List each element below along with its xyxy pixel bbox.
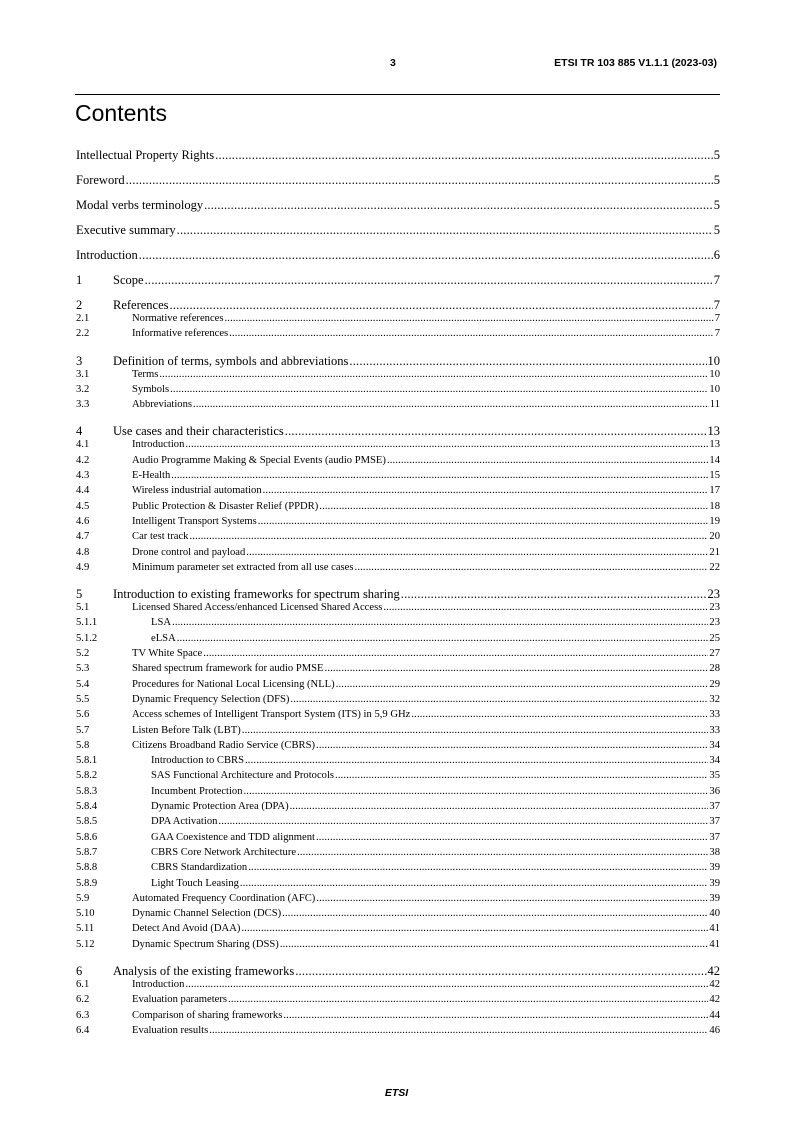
toc-entry[interactable] — [76, 832, 720, 847]
toc-entry-number: 4.4 — [76, 485, 90, 497]
header-rule — [75, 94, 720, 95]
toc-entry-page: 39 — [709, 862, 720, 874]
toc-entry-page: 7 — [714, 328, 720, 340]
toc-entry-page: 42 — [707, 963, 720, 978]
toc-entry[interactable] — [76, 786, 720, 801]
toc-dot-leader — [336, 679, 709, 690]
toc-dot-leader — [355, 562, 709, 573]
table-of-contents — [76, 148, 720, 1040]
toc-entry-page: 17 — [709, 485, 720, 497]
toc-entry-number: 4.6 — [76, 515, 90, 527]
toc-entry-page: 38 — [709, 846, 720, 858]
toc-entry-number: 5.11 — [76, 923, 95, 935]
page-number: 3 — [390, 57, 396, 69]
toc-entry[interactable] — [76, 770, 720, 785]
toc-dot-leader — [411, 709, 708, 720]
toc-entry-number: 3.1 — [76, 368, 90, 380]
toc-entry-number: 5.5 — [76, 693, 90, 705]
toc-dot-leader — [283, 1010, 708, 1021]
toc-entry[interactable] — [76, 173, 720, 188]
toc-dot-leader — [126, 173, 713, 188]
toc-entry[interactable] — [76, 617, 720, 632]
toc-dot-leader — [189, 531, 708, 542]
toc-entry-number: 5.2 — [76, 648, 90, 660]
toc-entry-page: 10 — [709, 368, 720, 380]
toc-dot-leader — [383, 602, 708, 613]
toc-entry-label: Minimum parameter set extracted from all use cases — [132, 561, 354, 573]
toc-entry-label: Shared spectrum framework for audio PMSE — [132, 663, 324, 675]
toc-entry[interactable] — [76, 816, 720, 831]
toc-entry-page: 42 — [709, 994, 720, 1006]
toc-dot-leader — [290, 694, 708, 705]
toc-dot-leader — [224, 313, 713, 324]
toc-entry-number: 5.8.7 — [76, 846, 98, 858]
toc-entry[interactable] — [76, 979, 720, 994]
toc-dot-leader — [228, 994, 708, 1005]
toc-entry-label: Incumbent Protection — [151, 785, 243, 797]
toc-entry-label: Drone control and payload — [132, 546, 246, 558]
toc-entry-label: CBRS Core Network Architecture — [151, 846, 297, 858]
toc-entry-number: 5.8.5 — [76, 816, 98, 828]
toc-entry-number: 6.1 — [76, 978, 90, 990]
toc-entry[interactable] — [76, 878, 720, 893]
toc-entry[interactable] — [76, 148, 720, 163]
toc-entry-page: 33 — [709, 709, 720, 721]
toc-dot-leader — [349, 354, 706, 369]
toc-entry-number: 3.3 — [76, 399, 90, 411]
toc-entry-label: Abbreviations — [132, 399, 193, 411]
toc-entry[interactable] — [76, 801, 720, 816]
toc-dot-leader — [159, 369, 708, 380]
toc-entry[interactable] — [76, 908, 720, 923]
toc-entry-number: 5.3 — [76, 663, 90, 675]
toc-entry-page: 5 — [713, 198, 720, 212]
toc-dot-leader — [316, 893, 708, 904]
toc-entry-label: Evaluation results — [132, 1024, 209, 1036]
toc-entry-number: 6.4 — [76, 1024, 90, 1036]
toc-entry-page: 37 — [709, 801, 720, 813]
toc-entry-number: 5.8.2 — [76, 770, 98, 782]
toc-entry-label: Foreword — [76, 173, 125, 187]
toc-entry[interactable] — [76, 516, 720, 531]
toc-entry-page: 7 — [713, 273, 720, 287]
toc-entry-page: 41 — [709, 938, 720, 950]
toc-entry[interactable] — [76, 328, 720, 343]
toc-dot-leader — [335, 770, 708, 781]
toc-entry-number: 5.4 — [76, 678, 90, 690]
toc-entry-page: 27 — [709, 648, 720, 660]
toc-dot-leader — [316, 740, 708, 751]
toc-dot-leader — [241, 923, 708, 934]
toc-dot-leader — [209, 1025, 708, 1036]
toc-entry-page: 37 — [709, 816, 720, 828]
toc-entry-page: 11 — [709, 399, 720, 411]
toc-dot-leader — [280, 939, 709, 950]
toc-entry-label: Introduction to CBRS — [151, 755, 244, 767]
toc-entry-label: CBRS Standardization — [151, 862, 248, 874]
toc-entry-label: Detect And Avoid (DAA) — [132, 923, 241, 935]
toc-entry[interactable] — [76, 587, 720, 602]
toc-dot-leader — [248, 862, 708, 873]
toc-entry-page: 40 — [709, 908, 720, 920]
toc-entry-page: 32 — [709, 693, 720, 705]
toc-dot-leader — [177, 223, 713, 238]
toc-entry-number: 4.8 — [76, 546, 90, 558]
page-title: Contents — [75, 100, 168, 126]
toc-entry[interactable] — [76, 384, 720, 399]
toc-entry-page: 18 — [709, 500, 720, 512]
toc-entry-page: 7 — [713, 298, 720, 312]
toc-dot-leader — [240, 878, 708, 889]
toc-entry[interactable] — [76, 248, 720, 263]
toc-entry-label: Intellectual Property Rights — [76, 148, 215, 162]
toc-entry[interactable] — [76, 923, 720, 938]
toc-entry[interactable] — [76, 755, 720, 770]
toc-entry[interactable] — [76, 862, 720, 877]
toc-dot-leader — [185, 979, 708, 990]
toc-entry-number: 6 — [76, 963, 83, 978]
toc-entry[interactable] — [76, 893, 720, 908]
toc-entry-label: Evaluation parameters — [132, 994, 228, 1006]
toc-dot-leader — [139, 248, 713, 263]
toc-entry[interactable] — [76, 1025, 720, 1040]
toc-entry-label: Intelligent Transport Systems — [132, 515, 257, 527]
toc-dot-leader — [170, 298, 713, 313]
toc-entry-page: 35 — [709, 770, 720, 782]
toc-dot-leader — [319, 501, 708, 512]
toc-dot-leader — [244, 786, 709, 797]
toc-entry-page: 6 — [713, 248, 720, 262]
toc-entry-label: Analysis of the existing frameworks — [113, 963, 295, 978]
toc-entry-page: 41 — [709, 923, 720, 935]
toc-entry-label: eLSA — [151, 632, 176, 644]
toc-entry-label: Definition of terms, symbols and abbreviations — [113, 353, 349, 368]
toc-entry-number: 4 — [76, 424, 83, 439]
toc-entry[interactable] — [76, 273, 720, 288]
toc-entry-label: Procedures for National Local Licensing (NLL) — [132, 678, 335, 690]
toc-entry[interactable] — [76, 1010, 720, 1025]
toc-entry-number: 5.8.6 — [76, 831, 98, 843]
toc-entry-label: LSA — [151, 617, 172, 629]
toc-entry[interactable] — [76, 694, 720, 709]
toc-entry[interactable] — [76, 964, 720, 979]
toc-dot-leader — [295, 964, 706, 979]
toc-entry-number: 5.7 — [76, 724, 90, 736]
toc-entry-label: E-Health — [132, 470, 171, 482]
toc-dot-leader — [203, 648, 708, 659]
toc-entry-label: Dynamic Spectrum Sharing (DSS) — [132, 938, 279, 950]
toc-entry[interactable] — [76, 399, 720, 414]
toc-entry-label: Symbols — [132, 383, 170, 395]
toc-entry[interactable] — [76, 501, 720, 516]
toc-dot-leader — [285, 424, 707, 439]
toc-entry-page: 29 — [709, 678, 720, 690]
toc-dot-leader — [171, 470, 708, 481]
toc-entry-label: Executive summary — [76, 223, 176, 237]
toc-entry-number: 1 — [76, 273, 83, 287]
toc-entry-number: 4.7 — [76, 531, 90, 543]
toc-entry-label: Wireless industrial automation — [132, 485, 262, 497]
toc-entry-page: 5 — [713, 223, 720, 237]
toc-entry-label: Automated Frequency Coordination (AFC) — [132, 892, 316, 904]
toc-entry[interactable] — [76, 709, 720, 724]
toc-entry-label: Access schemes of Intelligent Transport System (ITS) in 5,9 GHz — [132, 709, 411, 721]
toc-entry-number: 5.8.8 — [76, 862, 98, 874]
toc-entry[interactable] — [76, 313, 720, 328]
toc-dot-leader — [204, 198, 713, 213]
toc-entry[interactable] — [76, 470, 720, 485]
toc-entry-number: 6.3 — [76, 1009, 90, 1021]
toc-entry-number: 4.1 — [76, 439, 90, 451]
toc-entry[interactable] — [76, 455, 720, 470]
toc-entry-label: Dynamic Frequency Selection (DFS) — [132, 693, 290, 705]
toc-entry-number: 5.8.3 — [76, 785, 98, 797]
toc-entry-number: 2 — [76, 298, 83, 312]
toc-entry-page: 44 — [709, 1009, 720, 1021]
toc-entry-page: 22 — [709, 561, 720, 573]
toc-dot-leader — [290, 801, 709, 812]
toc-entry[interactable] — [76, 648, 720, 663]
toc-entry-label: Introduction — [76, 248, 138, 262]
toc-entry[interactable] — [76, 602, 720, 617]
toc-entry-label: Informative references — [132, 328, 229, 340]
toc-entry-label: Light Touch Leasing — [151, 877, 239, 889]
toc-entry-label: DPA Activation — [151, 816, 218, 828]
toc-entry-page: 21 — [709, 546, 720, 558]
toc-entry-page: 13 — [707, 424, 720, 439]
toc-entry-label: Public Protection & Disaster Relief (PPDR) — [132, 500, 319, 512]
toc-dot-leader — [185, 439, 708, 450]
toc-entry-label: Introduction to existing frameworks for spectrum sharing — [113, 587, 400, 602]
toc-entry[interactable] — [76, 740, 720, 755]
toc-dot-leader — [258, 516, 709, 527]
toc-entry-number: 2.2 — [76, 328, 90, 340]
toc-entry[interactable] — [76, 633, 720, 648]
toc-entry-page: 46 — [709, 1024, 720, 1036]
toc-entry-number: 5.1.1 — [76, 617, 98, 629]
toc-entry-page: 23 — [709, 602, 720, 614]
toc-dot-leader — [218, 816, 708, 827]
toc-entry-page: 5 — [713, 173, 720, 187]
toc-entry-number: 5.12 — [76, 938, 95, 950]
toc-entry-number: 5.10 — [76, 908, 95, 920]
toc-entry-number: 5.8.1 — [76, 755, 98, 767]
toc-entry[interactable] — [76, 298, 720, 313]
toc-entry-page: 23 — [709, 617, 720, 629]
toc-entry-number: 5.1 — [76, 602, 90, 614]
toc-entry-page: 42 — [709, 978, 720, 990]
toc-entry-number: 3.2 — [76, 383, 90, 395]
toc-entry-label: Citizens Broadband Radio Service (CBRS) — [132, 739, 316, 751]
toc-entry[interactable] — [76, 725, 720, 740]
toc-entry-label: Licensed Shared Access/enhanced Licensed Shared Access — [132, 602, 383, 614]
toc-entry-label: References — [113, 298, 169, 312]
toc-dot-leader — [145, 273, 713, 288]
toc-entry-page: 34 — [709, 755, 720, 767]
toc-dot-leader — [387, 455, 708, 466]
toc-dot-leader — [242, 725, 709, 736]
toc-entry[interactable] — [76, 223, 720, 238]
toc-entry-label: SAS Functional Architecture and Protocols — [151, 770, 335, 782]
toc-entry[interactable] — [76, 369, 720, 384]
toc-dot-leader — [229, 328, 714, 339]
toc-entry-page: 33 — [709, 724, 720, 736]
toc-dot-leader — [325, 663, 709, 674]
toc-dot-leader — [245, 755, 708, 766]
toc-entry[interactable] — [76, 547, 720, 562]
toc-entry-number: 4.5 — [76, 500, 90, 512]
toc-entry-page: 39 — [709, 892, 720, 904]
toc-entry-label: Car test track — [132, 531, 189, 543]
toc-entry-label: Introduction — [132, 978, 185, 990]
toc-dot-leader — [401, 587, 707, 602]
toc-entry-number: 5.6 — [76, 709, 90, 721]
toc-entry-number: 5 — [76, 587, 83, 602]
toc-entry-number: 4.9 — [76, 561, 90, 573]
toc-entry[interactable] — [76, 485, 720, 500]
toc-entry-page: 15 — [709, 470, 720, 482]
toc-entry-label: TV White Space — [132, 648, 203, 660]
toc-entry-number: 3 — [76, 353, 83, 368]
toc-entry-number: 5.8.9 — [76, 877, 98, 889]
toc-entry[interactable] — [76, 679, 720, 694]
toc-entry[interactable] — [76, 663, 720, 678]
toc-entry-label: Listen Before Talk (LBT) — [132, 724, 241, 736]
toc-entry-page: 20 — [709, 531, 720, 543]
toc-dot-leader — [215, 148, 713, 163]
toc-entry-label: Terms — [132, 368, 159, 380]
toc-entry-label: Scope — [113, 273, 144, 287]
toc-entry-label: Introduction — [132, 439, 185, 451]
toc-entry[interactable] — [76, 198, 720, 213]
toc-entry[interactable] — [76, 994, 720, 1009]
toc-dot-leader — [170, 384, 708, 395]
toc-entry-number: 4.2 — [76, 454, 90, 466]
toc-entry-label: Audio Programme Making & Special Events (audio PMSE) — [132, 454, 386, 466]
toc-entry-label: GAA Coexistence and TDD alignment — [151, 831, 315, 843]
toc-entry-page: 28 — [709, 663, 720, 675]
toc-entry-page: 10 — [707, 353, 720, 368]
toc-dot-leader — [316, 832, 708, 843]
toc-entry[interactable] — [76, 939, 720, 954]
toc-entry-number: 5.8.4 — [76, 801, 98, 813]
toc-entry-label: Use cases and their characteristics — [113, 424, 284, 439]
toc-entry-number: 5.9 — [76, 892, 90, 904]
document-identifier: ETSI TR 103 885 V1.1.1 (2023-03) — [554, 57, 717, 69]
toc-entry[interactable] — [76, 354, 720, 369]
toc-entry[interactable] — [76, 562, 720, 577]
toc-entry-label: Comparison of sharing frameworks — [132, 1009, 283, 1021]
toc-entry-page: 25 — [709, 632, 720, 644]
toc-entry-page: 19 — [709, 515, 720, 527]
toc-entry-number: 5.1.2 — [76, 632, 98, 644]
toc-dot-leader — [193, 399, 709, 410]
toc-dot-leader — [246, 547, 708, 558]
toc-dot-leader — [282, 908, 708, 919]
toc-entry-page: 13 — [709, 439, 720, 451]
footer-etsi: ETSI — [384, 1087, 409, 1099]
toc-dot-leader — [172, 617, 708, 628]
toc-entry-page: 5 — [713, 148, 720, 162]
toc-entry-label: Dynamic Protection Area (DPA) — [151, 801, 289, 813]
toc-entry-number: 2.1 — [76, 313, 90, 324]
toc-entry[interactable] — [76, 439, 720, 454]
toc-entry-label: Modal verbs terminology — [76, 198, 204, 212]
toc-entry-number: 5.8 — [76, 739, 90, 751]
toc-entry-label: Dynamic Channel Selection (DCS) — [132, 908, 282, 920]
toc-dot-leader — [263, 485, 709, 496]
toc-entry-page: 37 — [709, 831, 720, 843]
toc-entry-page: 39 — [709, 877, 720, 889]
toc-entry-page: 23 — [707, 587, 720, 602]
toc-entry-number: 6.2 — [76, 994, 90, 1006]
toc-entry[interactable] — [76, 847, 720, 862]
toc-entry-page: 36 — [709, 785, 720, 797]
toc-entry-page: 34 — [709, 739, 720, 751]
toc-entry-page: 10 — [709, 383, 720, 395]
toc-entry-page: 7 — [714, 313, 720, 324]
toc-dot-leader — [177, 633, 709, 644]
toc-entry[interactable] — [76, 424, 720, 439]
toc-entry-label: Normative references — [132, 313, 224, 324]
toc-entry-page: 14 — [709, 454, 720, 466]
toc-dot-leader — [297, 847, 708, 858]
toc-entry-number: 4.3 — [76, 470, 90, 482]
toc-entry[interactable] — [76, 531, 720, 546]
